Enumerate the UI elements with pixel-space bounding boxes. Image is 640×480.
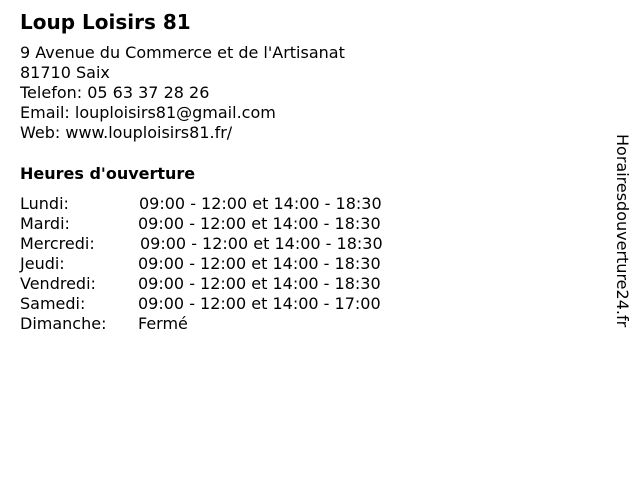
opening-hours-heading: Heures d'ouverture (20, 164, 196, 183)
day-label: Dimanche: (20, 314, 107, 333)
time-value: 09:00 - 12:00 et 14:00 - 18:30 (138, 254, 381, 273)
business-name: Loup Loisirs 81 (20, 10, 191, 34)
time-value: 09:00 - 12:00 et 14:00 - 17:00 (138, 294, 381, 313)
time-value: 09:00 - 12:00 et 14:00 - 18:30 (138, 274, 381, 293)
contact-block (20, 43, 345, 143)
time-value: 09:00 - 12:00 et 14:00 - 18:30 (139, 194, 382, 213)
day-label: Samedi: (20, 294, 86, 313)
site-watermark: Horairesdouverture24.fr (613, 134, 632, 328)
street-address: 9 Avenue du Commerce et de l'Artisanat (20, 43, 345, 62)
time-value: Fermé (138, 314, 188, 333)
time-value: 09:00 - 12:00 et 14:00 - 18:30 (140, 234, 383, 253)
city-postcode: 81710 Saix (20, 63, 110, 82)
email-line: Email: louploisirs81@gmail.com (20, 103, 276, 122)
day-label: Mercredi: (20, 234, 95, 253)
time-value: 09:00 - 12:00 et 14:00 - 18:30 (138, 214, 381, 233)
day-label: Jeudi: (20, 254, 65, 273)
website-line: Web: www.louploisirs81.fr/ (20, 123, 233, 142)
day-label: Vendredi: (20, 274, 96, 293)
day-label: Lundi: (20, 194, 69, 213)
phone-line: Telefon: 05 63 37 28 26 (20, 83, 210, 102)
day-label: Mardi: (20, 214, 70, 233)
